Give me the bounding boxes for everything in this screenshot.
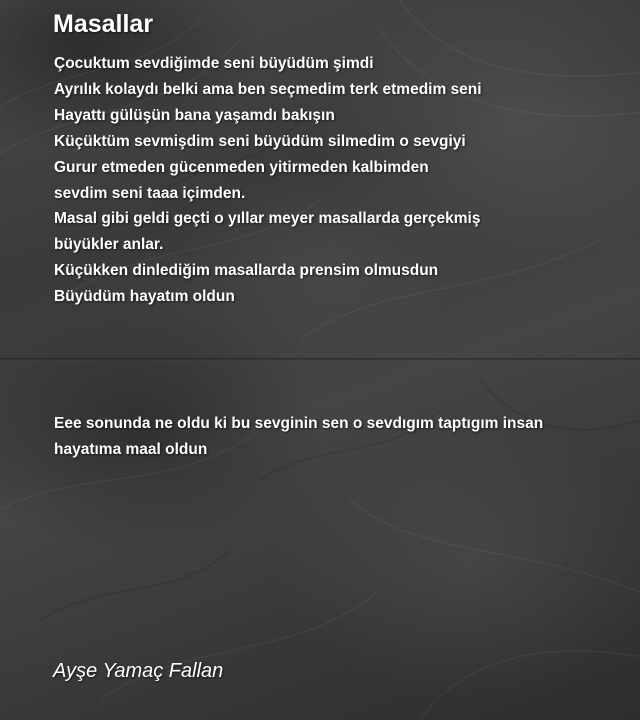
stanza-1 — [54, 51, 482, 310]
poem-line: büyükler anlar. — [54, 236, 164, 254]
poem-line: sevdim seni taaa içimden. — [54, 184, 246, 202]
poem-line: Gurur etmeden gücenmeden yitirmeden kalbimden — [54, 158, 429, 176]
poem-line: Ayrılık kolaydı belki ama ben seçmedim terk etmedim seni — [54, 80, 482, 98]
poem-line: Büyüdüm hayatım oldun — [54, 288, 235, 306]
poem-line: hayatıma maal oldun — [54, 441, 208, 458]
poem-title: Masallar — [53, 10, 154, 38]
poem-author: Ayşe Yamaç Fallan — [53, 660, 224, 682]
poem-line: Çocuktum sevdiğimde seni büyüdüm şimdi — [54, 55, 374, 72]
stanza-2 — [54, 411, 543, 463]
poem-line: Küçüktüm sevmişdim seni büyüdüm silmedim o sevgiyi — [54, 132, 466, 150]
stanza-divider — [0, 358, 640, 362]
poem-line: Hayattı gülüşün bana yaşamdı bakışın — [54, 106, 335, 124]
poem-line: Eee sonunda ne oldu ki bu sevginin sen o sevdıgım taptıgım insan — [54, 415, 544, 432]
poem-line: Masal gibi geldi geçti o yıllar meyer masallarda gerçekmiş — [54, 210, 481, 228]
poem-line: Küçükken dinlediğim masallarda prensim olmusdun — [54, 262, 439, 280]
